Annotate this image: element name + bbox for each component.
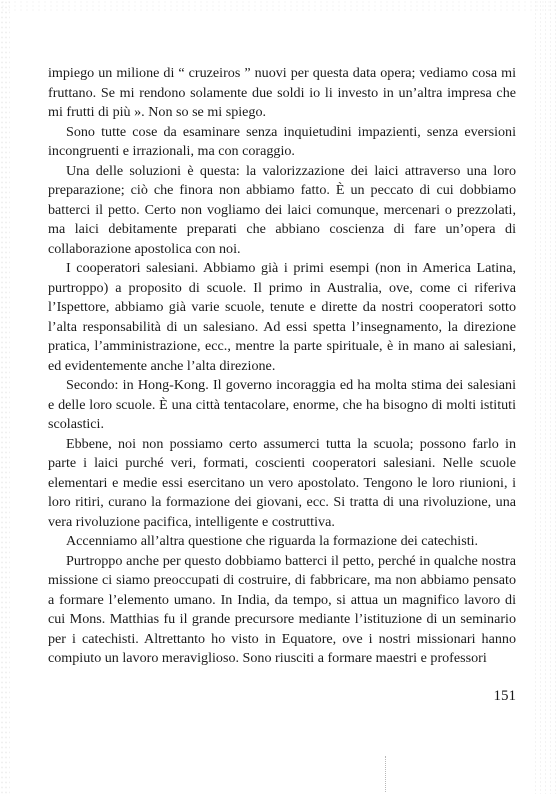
page-number: 151 [493, 688, 516, 704]
paragraph-schools: Ebbene, noi non possiamo certo assumerci tutta la scuola; possono farlo in parte i laici purché veri, formati, coscienti cooperatori salesiani. Nelle scuole elementari e medie essi esercitano un vero apostolato. Tengono le loro riunioni, i loro ritiri, curano la formazione dei giovani, ecc. Si tratta di una rivoluzione, una vera rivoluzione pacifica, intelligente e costruttiva. [48, 435, 516, 530]
paragraph-catechists: Accenniamo all’altra questione che riguarda la formazione dei catechisti. [66, 533, 479, 549]
page-edge-speckle-top [0, 0, 559, 12]
body-text [48, 64, 516, 669]
paragraph-continuation: impiego un milione di “ cruzeiros ” nuovi per questa data opera; vediamo cosa mi fruttano. Se mi rendono solamente due soldi io li investo in un’altra impresa che mi frutti di più ». Non so se mi spiego. [48, 65, 516, 120]
paragraph-hong-kong: Secondo: in Hong-Kong. Il governo incoraggia ed ha molta stima dei salesiani e delle loro scuole. È una città tentacolare, enorme, che ha bisogno di molti istituti scolastici. [48, 377, 516, 432]
page-edge-speckle-right [533, 0, 559, 794]
paragraph-missions: Purtroppo anche per questo dobbiamo batterci il petto, perché in qualche nostra missione ci siamo preoccupati di costruire, di fabbricare, ma non abbiamo pensato a formare l’elemento umano. In India, da tempo, si attua un magnifico lavoro di cui Mons. Matthias fu il grande precursore mediante l’istituzione di un seminario per i catechisti. Altrettanto ho visto in Equatore, ove i nostri missionari hanno compiuto un lavoro meraviglioso. Sono riusciti a formare maestri e professori [48, 552, 516, 666]
paragraph-examine: Sono tutte cose da esaminare senza inquietudini impazienti, senza eversioni incongruenti e irrazionali, ma con coraggio. [48, 123, 516, 159]
page-edge-speckle-left [0, 0, 10, 794]
scan-artifact-line [385, 756, 387, 792]
paragraph-laity-solution: Una delle soluzioni è questa: la valorizzazione dei laici attraverso una loro preparazione; ciò che finora non abbiamo fatto. È un peccato di cui dobbiamo batterci il petto. Certo non vogliamo dei laici comunque, mercenari o prezzolati, ma laici debitamente preparati che abbiano coscienza di fare un’opera di collaborazione apostolica con noi. [48, 162, 516, 257]
paragraph-cooperators: I cooperatori salesiani. Abbiamo già i primi esempi (non in America Latina, purtroppo) a proposito di scuole. Il primo in Australia, ove, come ci riferiva l’Ispettore, abbiamo già varie scuole, tenute e dirette da nostri cooperatori sotto l’alta responsabilità di un salesiano. Ad essi spetta l’insegnamento, la direzione pratica, l’amministrazione, ecc., mentre la parte spirituale, è in mano ai salesiani, ed evidentemente anche l’alta direzione. [48, 260, 516, 374]
